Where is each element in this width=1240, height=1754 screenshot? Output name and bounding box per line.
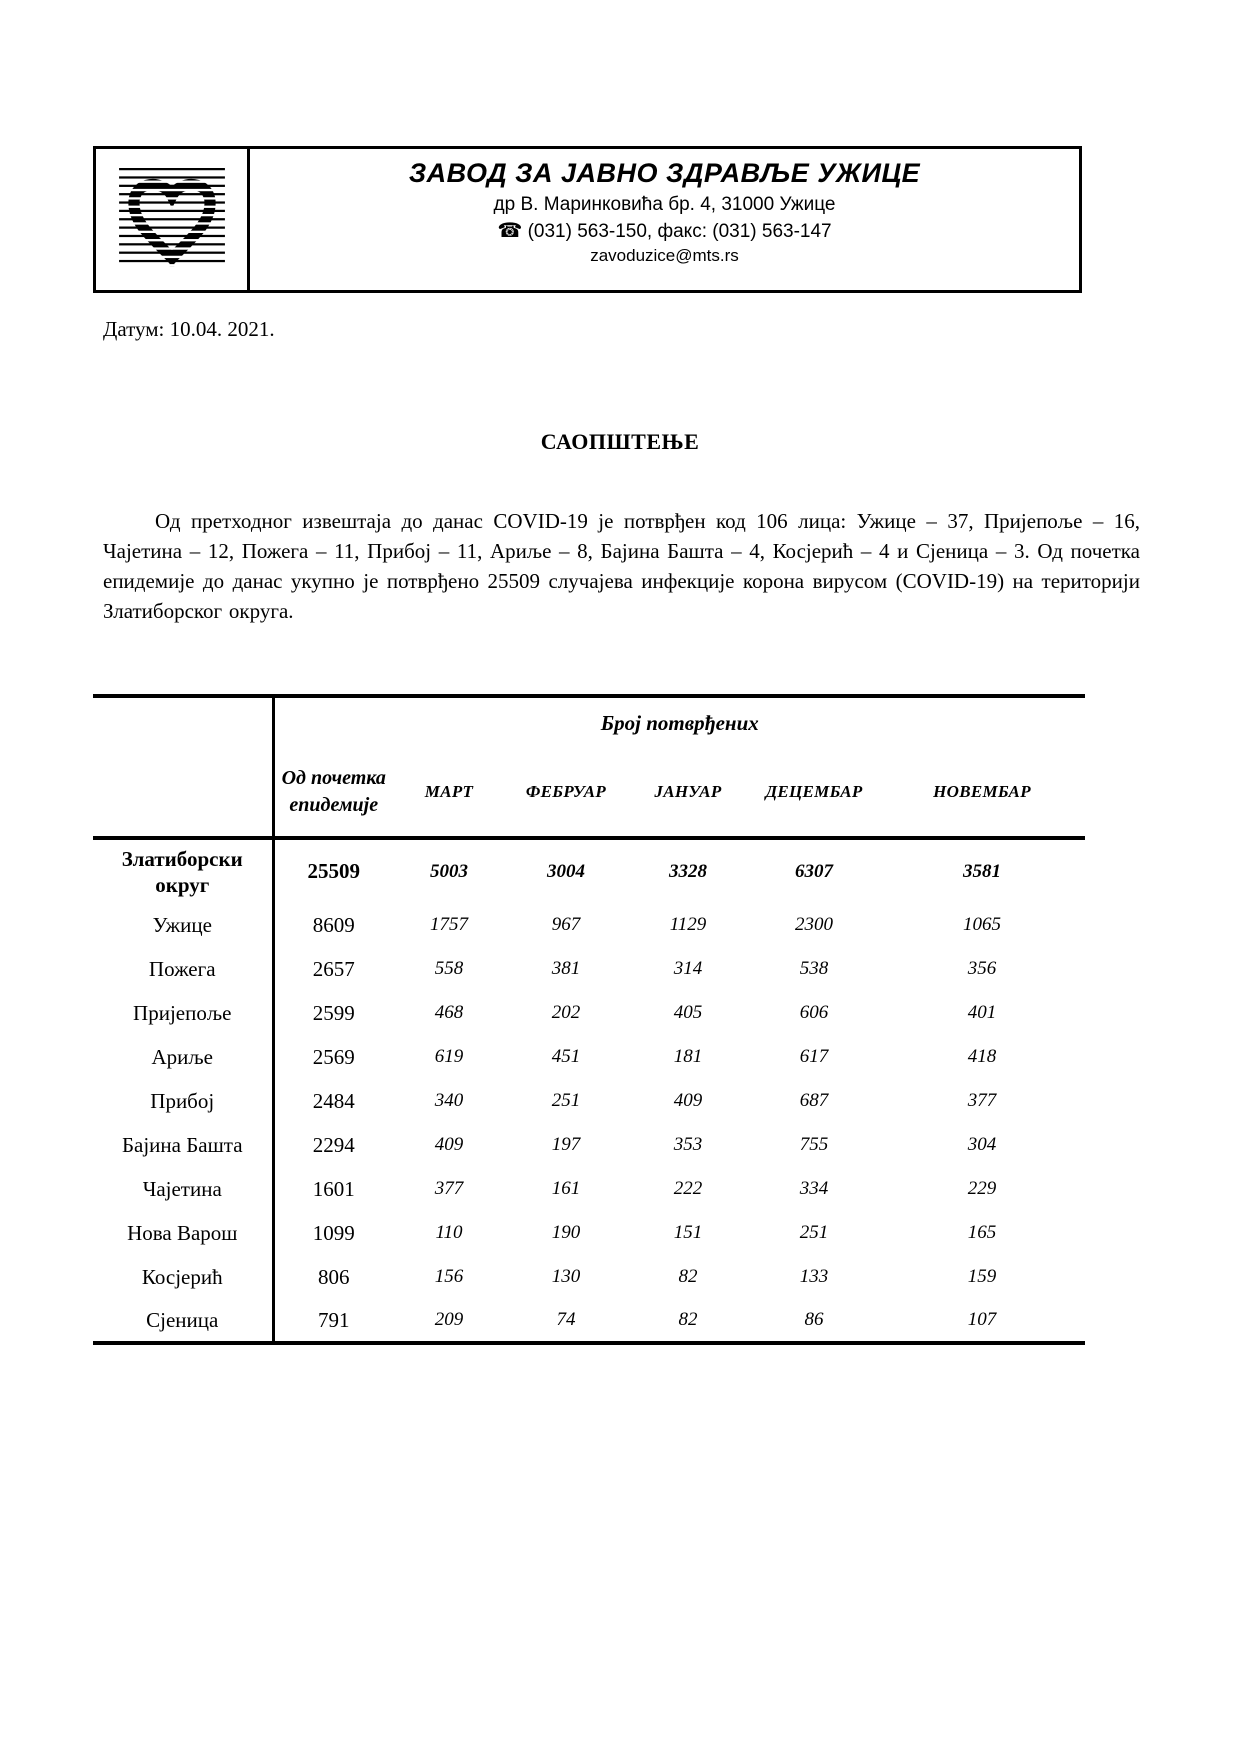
- municipality-name-cell: Косјерић: [93, 1255, 273, 1299]
- month-value-cell: 755: [799, 1134, 829, 1155]
- municipality-name-cell: Нова Варош: [93, 1211, 273, 1255]
- total-since-start-cell: 1099: [312, 1220, 355, 1245]
- month-value-cell: 229: [967, 1178, 997, 1199]
- month-value-cell: 405: [673, 1002, 703, 1023]
- org-info: [250, 149, 1079, 290]
- month-value-cell: 538: [799, 958, 829, 979]
- municipality-name-cell: Бајина Башта: [93, 1123, 273, 1167]
- month-value-cell: 558: [434, 958, 464, 979]
- month-value-cell: 5003: [430, 860, 468, 882]
- total-since-start-cell: 806: [318, 1264, 350, 1289]
- month-value-cell: 130: [551, 1266, 581, 1287]
- table-row: [93, 991, 1085, 1035]
- month-value-cell: 1129: [669, 914, 707, 935]
- org-name: ЗАВОД ЗА ЈАВНО ЗДРАВЉЕ УЖИЦЕ: [408, 158, 921, 188]
- month-value-cell: 3328: [669, 860, 707, 882]
- month-value-cell: 222: [673, 1178, 703, 1199]
- municipality-name-cell: Ариље: [93, 1035, 273, 1079]
- month-value-cell: 687: [799, 1090, 829, 1111]
- month-value-cell: 251: [799, 1222, 829, 1243]
- month-value-cell: 251: [551, 1090, 581, 1111]
- total-since-start-cell: 2294: [312, 1132, 355, 1157]
- month-value-cell: 3004: [547, 860, 585, 882]
- org-phone-line: [250, 218, 1079, 243]
- org-address: др В. Маринковића бр. 4, 31000 Ужице: [493, 194, 836, 215]
- municipality-name-cell: Сјеница: [93, 1299, 273, 1343]
- month-value-cell: 353: [673, 1134, 703, 1155]
- total-since-start-cell: 8609: [312, 912, 355, 937]
- logo-cell: [96, 149, 250, 290]
- month-value-cell: 619: [434, 1046, 464, 1067]
- month-value-cell: 451: [551, 1046, 581, 1067]
- table-body: [93, 838, 1085, 1343]
- municipality-name-cell: Чајетина: [93, 1167, 273, 1211]
- municipality-name-cell: Пожега: [93, 947, 273, 991]
- month-value-cell: 468: [434, 1002, 464, 1023]
- column-header-november: НОВЕМБАР: [879, 748, 1085, 838]
- table-row: [93, 1299, 1085, 1343]
- total-since-start-cell: 2657: [312, 956, 355, 981]
- table-row: [93, 838, 1085, 903]
- month-value-cell: 340: [434, 1090, 464, 1111]
- date-line: Датум: 10.04. 2021.: [103, 317, 275, 341]
- institute-logo-icon: [109, 168, 235, 272]
- month-value-cell: 377: [434, 1178, 464, 1199]
- month-value-cell: 133: [799, 1266, 829, 1287]
- column-header-march: МАРТ: [393, 748, 505, 838]
- phone-fax-text: (031) 563-150, факс: (031) 563-147: [527, 221, 832, 242]
- total-since-start-cell: 2599: [312, 1000, 355, 1025]
- month-value-cell: 3581: [963, 860, 1002, 882]
- total-since-start-cell: 2569: [312, 1044, 355, 1069]
- org-email: zavoduzice@mts.rs: [590, 246, 739, 265]
- month-value-cell: 617: [799, 1046, 829, 1067]
- month-value-cell: 334: [799, 1178, 829, 1199]
- month-value-cell: 6307: [795, 860, 833, 882]
- month-value-cell: 381: [551, 958, 581, 979]
- column-header-epidemic-start: Од почетка епидемије: [273, 748, 393, 838]
- total-since-start-cell: 25509: [307, 859, 360, 883]
- municipality-name-cell: Пријепоље: [93, 991, 273, 1035]
- month-value-cell: 110: [435, 1222, 463, 1243]
- month-value-cell: 1757: [430, 914, 468, 935]
- municipality-name-cell: Златиборски округ: [93, 838, 273, 903]
- table-row: [93, 1211, 1085, 1255]
- month-value-cell: 181: [673, 1046, 703, 1067]
- table-row: [93, 1167, 1085, 1211]
- total-since-start-cell: 2484: [312, 1088, 355, 1113]
- month-value-cell: 304: [967, 1134, 997, 1155]
- month-value-cell: 165: [967, 1222, 997, 1243]
- month-value-cell: 2300: [795, 914, 833, 935]
- month-value-cell: 190: [551, 1222, 581, 1243]
- blank-header-cell: [93, 696, 273, 838]
- month-value-cell: 606: [799, 1002, 829, 1023]
- month-value-cell: 356: [967, 958, 997, 979]
- month-value-cell: 409: [673, 1090, 703, 1111]
- covid-stats-table: [93, 694, 1085, 1345]
- month-value-cell: 314: [673, 958, 703, 979]
- table-row: [93, 1035, 1085, 1079]
- table-row: [93, 947, 1085, 991]
- doc-title: САОПШТЕЊЕ: [540, 429, 700, 454]
- month-value-cell: 151: [673, 1222, 703, 1243]
- month-value-cell: 82: [678, 1266, 698, 1287]
- confirmed-count-header: Број потврђених: [600, 710, 759, 735]
- table-row: [93, 1255, 1085, 1299]
- month-value-cell: 967: [551, 914, 581, 935]
- month-value-cell: 401: [967, 1002, 997, 1023]
- table-row: [93, 1079, 1085, 1123]
- month-value-cell: 74: [505, 1299, 627, 1343]
- month-value-cell: 86: [749, 1299, 879, 1343]
- total-since-start-cell: 1601: [312, 1176, 355, 1201]
- letterhead: [93, 146, 1082, 293]
- month-value-cell: 197: [551, 1134, 581, 1155]
- month-value-cell: 418: [967, 1046, 997, 1067]
- month-value-cell: 159: [967, 1266, 997, 1287]
- month-value-cell: 202: [551, 1002, 581, 1023]
- month-value-cell: 161: [551, 1178, 581, 1199]
- month-value-cell: 209: [393, 1299, 505, 1343]
- month-value-cell: 156: [434, 1266, 464, 1287]
- column-header-january: ЈАНУАР: [627, 748, 749, 838]
- month-value-cell: 409: [434, 1134, 464, 1155]
- column-header-december: ДЕЦЕМБАР: [749, 748, 879, 838]
- municipality-name-cell: Прибој: [93, 1079, 273, 1123]
- total-since-start-cell: 791: [273, 1299, 393, 1343]
- table-row: [93, 903, 1085, 947]
- phone-icon: ☎: [497, 218, 523, 242]
- month-value-cell: 377: [967, 1090, 997, 1111]
- body-paragraph: Од претходног извештаја до данас COVID-19 је потврђен код 106 лица: Ужице – 37, Пријепоље – 16, Чајетина – 12, Пожега – 11, Прибој – 11, Ариље – 8, Бајина Башта – 4, Косјерић – 4 и Сјеница – 3. Од почетка епидемије до данас укупно је потврђено 25509 случајева инфекције корона вирусом (COVID-19) на територији Златиборског округа.: [103, 509, 1140, 623]
- municipality-name-cell: Ужице: [93, 903, 273, 947]
- month-value-cell: 107: [879, 1299, 1085, 1343]
- month-value-cell: 1065: [963, 914, 1002, 935]
- month-value-cell: 82: [627, 1299, 749, 1343]
- table-row: [93, 1123, 1085, 1167]
- column-header-february: ФЕБРУАР: [505, 748, 627, 838]
